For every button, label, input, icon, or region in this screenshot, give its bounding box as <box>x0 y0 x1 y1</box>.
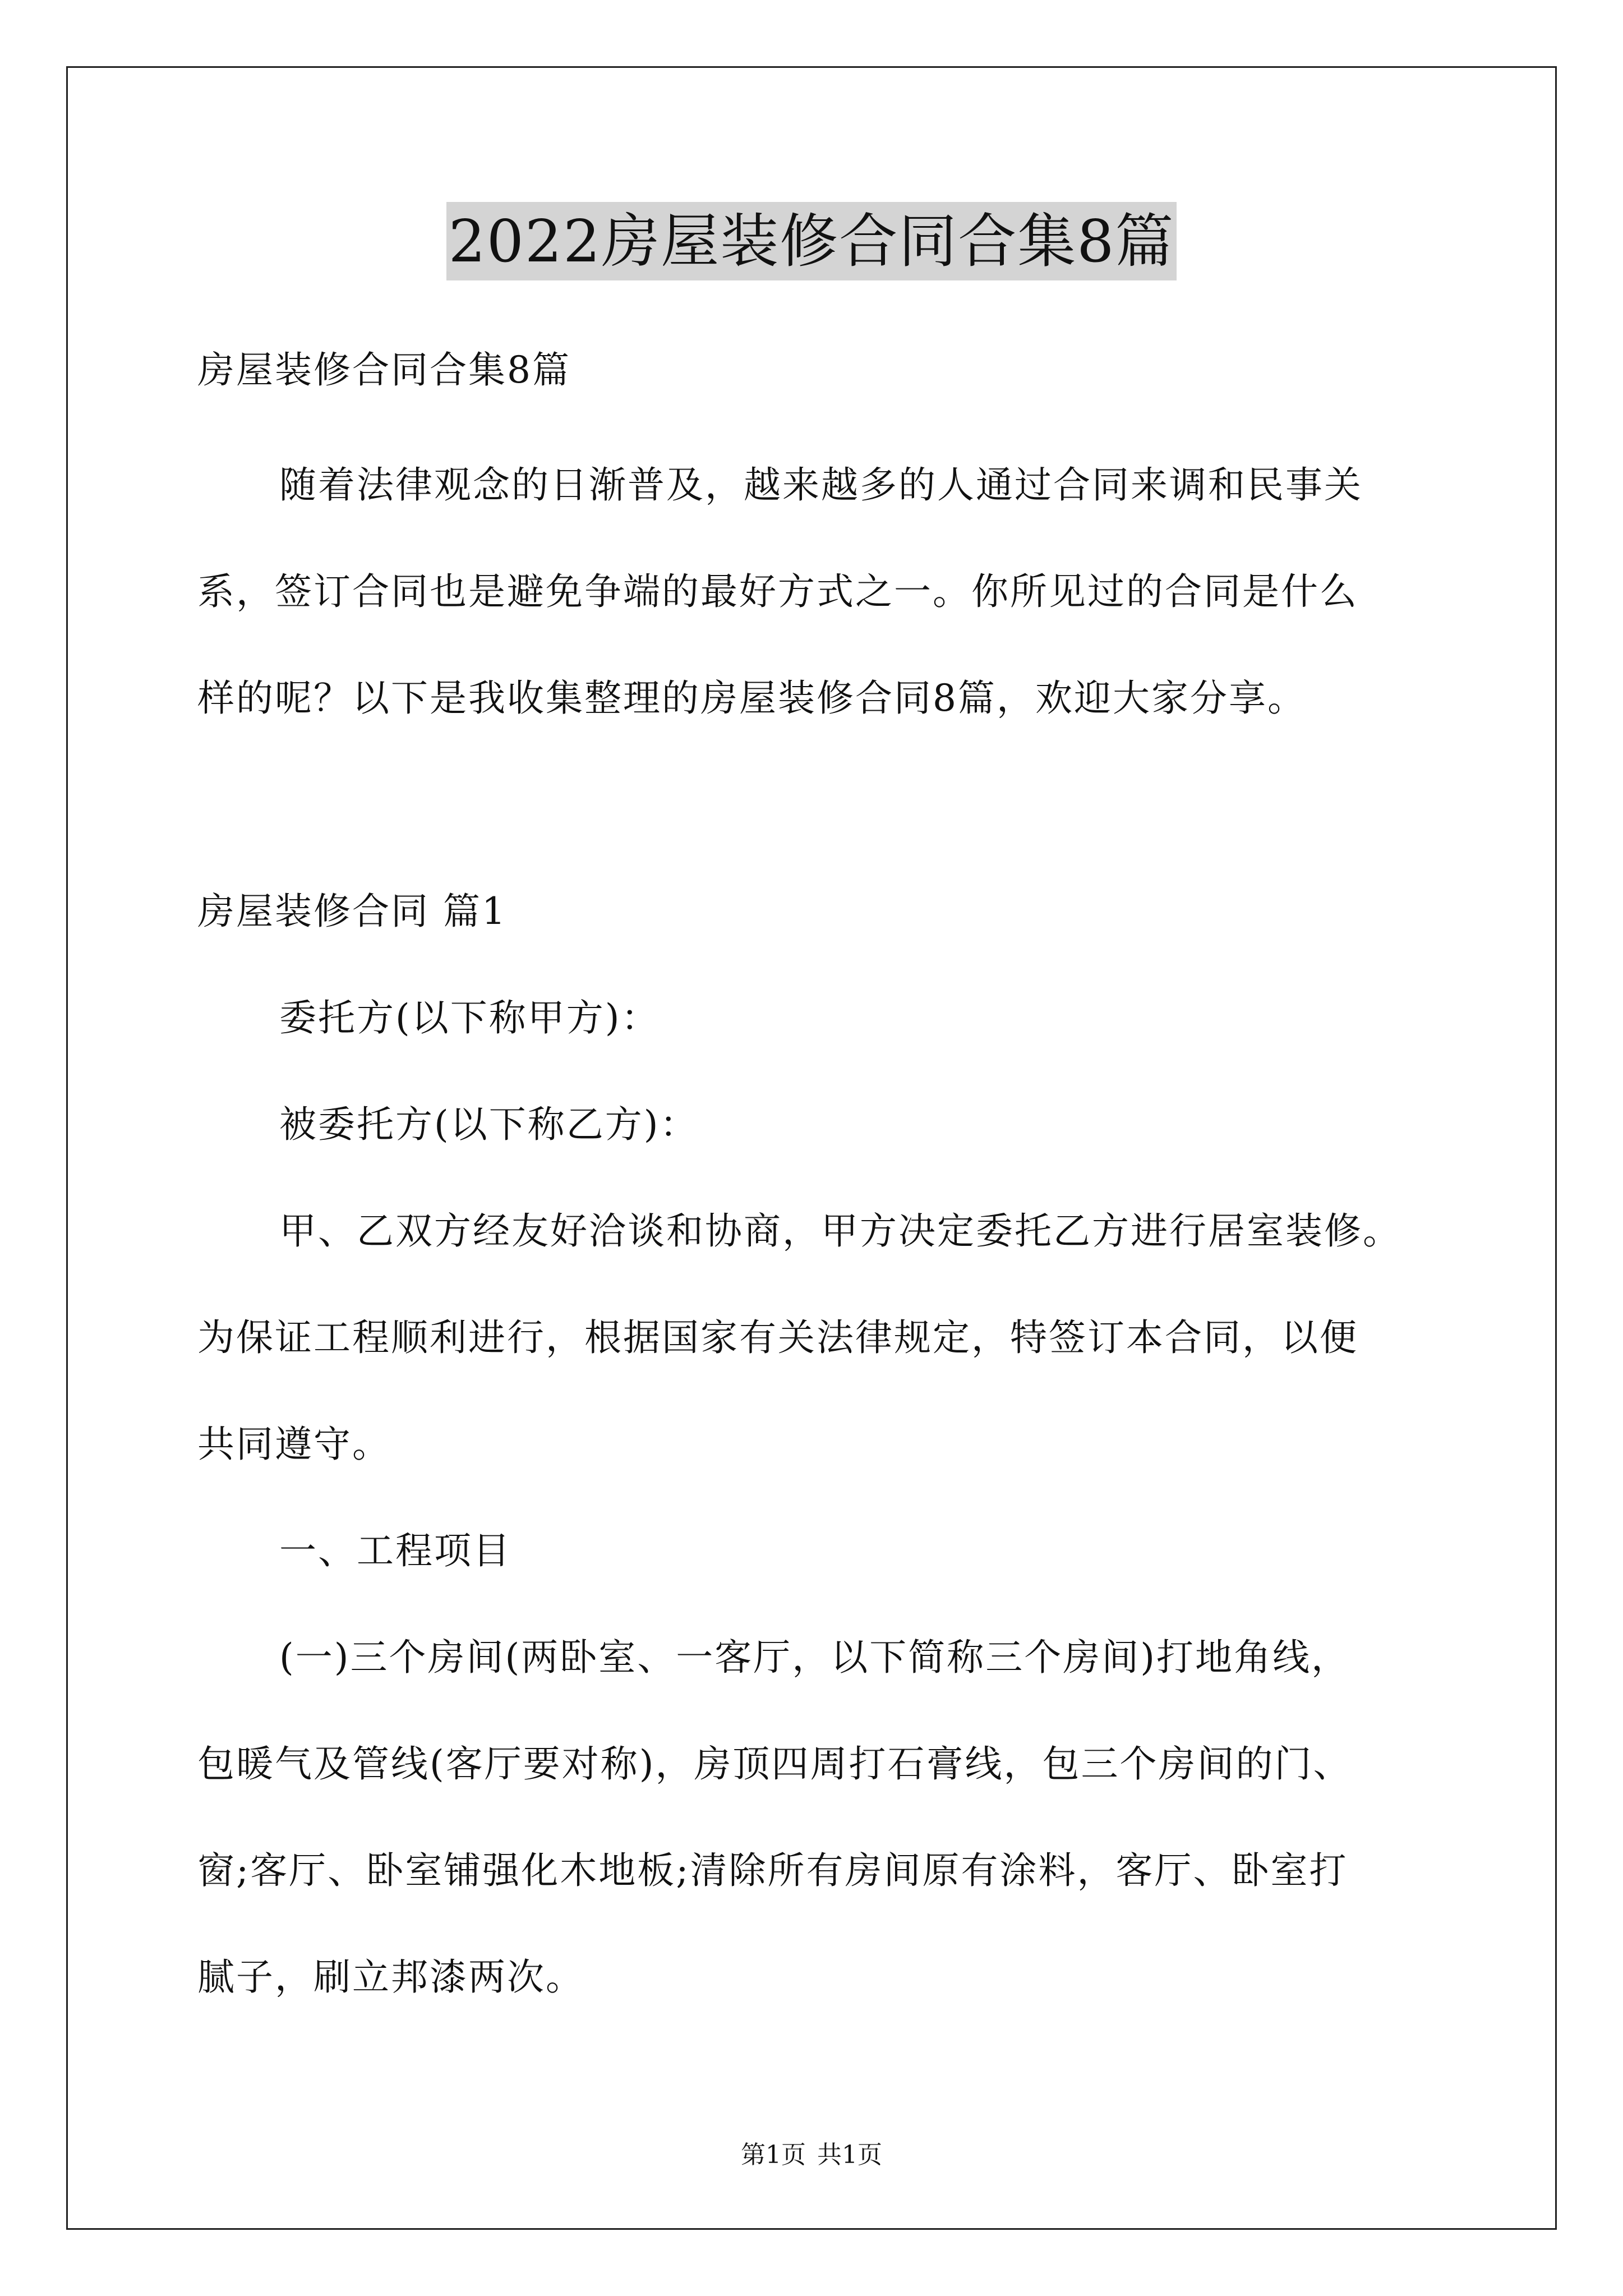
document-title: 2022房屋装修合同合集8篇 <box>446 202 1177 280</box>
title-container <box>0 202 1623 280</box>
intro-line: 系，签订合同也是避免争端的最好方式之一。你所见过的合同是什么 <box>197 570 1358 613</box>
item-heading: 一、工程项目 <box>279 1529 511 1572</box>
party-b-label: 被委托方(以下称乙方)： <box>279 1103 699 1146</box>
item-body-line: 包暖气及管线(客厅要对称)，房顶四周打石膏线，包三个房间的门、 <box>197 1742 1352 1786</box>
item-body-line: 腻子，刷立邦漆两次。 <box>197 1955 584 1999</box>
item-body-line: (一)三个房间(两卧室、一客厅，以下简称三个房间)打地角线， <box>279 1636 1350 1679</box>
section-heading: 房屋装修合同 篇1 <box>197 890 507 933</box>
page-footer: 第1页 共1页 <box>741 2141 882 2169</box>
agreement-line: 共同遵守。 <box>197 1423 391 1466</box>
item-body-line: 窗;客厅、卧室铺强化木地板;清除所有房间原有涂料，客厅、卧室打 <box>197 1849 1348 1892</box>
party-a-label: 委托方(以下称甲方)： <box>279 996 660 1039</box>
agreement-line: 为保证工程顺利进行，根据国家有关法律规定，特签订本合同，以便 <box>197 1316 1358 1359</box>
agreement-line: 甲、乙双方经友好洽谈和协商，甲方决定委托乙方进行居室装修。 <box>279 1209 1401 1253</box>
intro-line: 样的呢？以下是我收集整理的房屋装修合同8篇，欢迎大家分享。 <box>197 677 1306 720</box>
intro-line: 随着法律观念的日渐普及，越来越多的人通过合同来调和民事关 <box>279 463 1363 507</box>
document-subtitle: 房屋装修合同合集8篇 <box>197 348 571 392</box>
